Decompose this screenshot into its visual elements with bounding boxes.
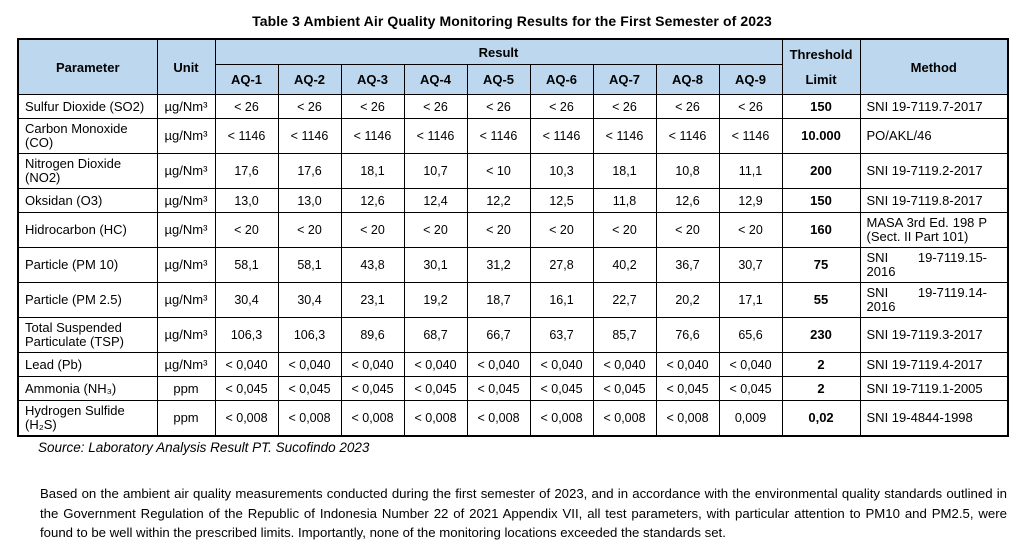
value-cell: 89,6 bbox=[341, 318, 404, 353]
table-row bbox=[18, 95, 1008, 119]
value-cell: < 0,045 bbox=[404, 377, 467, 401]
value-cell: < 0,008 bbox=[341, 401, 404, 437]
page-title: Table 3 Ambient Air Quality Monitoring Results for the First Semester of 2023 bbox=[252, 13, 772, 29]
value-cell: 40,2 bbox=[593, 248, 656, 283]
method-cell: PO/AKL/46 bbox=[860, 119, 1008, 154]
value-cell: < 1146 bbox=[404, 119, 467, 154]
value-cell: 30,1 bbox=[404, 248, 467, 283]
method-cell: SNI 19-7119.7-2017 bbox=[860, 95, 1008, 119]
table-row bbox=[18, 189, 1008, 213]
value-cell: < 20 bbox=[593, 213, 656, 248]
value-cell: 12,4 bbox=[404, 189, 467, 213]
value-cell: < 26 bbox=[656, 95, 719, 119]
value-cell: < 1146 bbox=[215, 119, 278, 154]
value-cell: < 20 bbox=[530, 213, 593, 248]
value-cell: < 20 bbox=[278, 213, 341, 248]
value-cell: 30,4 bbox=[278, 283, 341, 318]
value-cell: < 0,045 bbox=[593, 377, 656, 401]
value-cell: 17,6 bbox=[215, 154, 278, 189]
value-cell: < 26 bbox=[215, 95, 278, 119]
value-cell: 0,009 bbox=[719, 401, 782, 437]
column-header-aq9: AQ-9 bbox=[719, 65, 782, 95]
value-cell: < 20 bbox=[467, 213, 530, 248]
source-note: Source: Laboratory Analysis Result PT. Sucofindo 2023 bbox=[38, 440, 370, 455]
value-cell: 36,7 bbox=[656, 248, 719, 283]
value-cell: 85,7 bbox=[593, 318, 656, 353]
value-cell: < 0,045 bbox=[530, 377, 593, 401]
value-cell: 16,1 bbox=[530, 283, 593, 318]
value-cell: 17,1 bbox=[719, 283, 782, 318]
column-header-method: Method bbox=[860, 39, 1008, 95]
threshold-cell: 75 bbox=[782, 248, 860, 283]
parameter-cell: Carbon Monoxide (CO) bbox=[18, 119, 157, 154]
value-cell: < 26 bbox=[593, 95, 656, 119]
method-cell: SNI 19-7119.2-2017 bbox=[860, 154, 1008, 189]
value-cell: 18,1 bbox=[593, 154, 656, 189]
value-cell: 30,4 bbox=[215, 283, 278, 318]
threshold-cell: 160 bbox=[782, 213, 860, 248]
method-cell: MASA 3rd Ed. 198 P (Sect. II Part 101) bbox=[860, 213, 1008, 248]
unit-cell: µg/Nm³ bbox=[157, 213, 215, 248]
column-header-unit: Unit bbox=[157, 39, 215, 95]
value-cell: < 1146 bbox=[341, 119, 404, 154]
value-cell: 13,0 bbox=[278, 189, 341, 213]
value-cell: < 0,040 bbox=[215, 353, 278, 377]
table-body bbox=[18, 95, 1008, 437]
value-cell: < 0,008 bbox=[530, 401, 593, 437]
value-cell: < 0,008 bbox=[656, 401, 719, 437]
air-quality-table bbox=[17, 38, 1009, 437]
table-header bbox=[18, 39, 1008, 95]
table-row bbox=[18, 213, 1008, 248]
method-cell: SNI 19-7119.3-2017 bbox=[860, 318, 1008, 353]
value-cell: < 1146 bbox=[530, 119, 593, 154]
unit-cell: µg/Nm³ bbox=[157, 318, 215, 353]
value-cell: 43,8 bbox=[341, 248, 404, 283]
method-cell: SNI 19-7119.4-2017 bbox=[860, 353, 1008, 377]
value-cell: 12,2 bbox=[467, 189, 530, 213]
value-cell: < 0,040 bbox=[467, 353, 530, 377]
document-page bbox=[0, 13, 1024, 546]
value-cell: 12,5 bbox=[530, 189, 593, 213]
value-cell: 12,6 bbox=[656, 189, 719, 213]
value-cell: < 0,040 bbox=[530, 353, 593, 377]
method-cell: SNI 19-4844-1998 bbox=[860, 401, 1008, 437]
value-cell: 19,2 bbox=[404, 283, 467, 318]
value-cell: < 0,040 bbox=[719, 353, 782, 377]
threshold-cell: 230 bbox=[782, 318, 860, 353]
table-row bbox=[18, 377, 1008, 401]
value-cell: < 1146 bbox=[593, 119, 656, 154]
value-cell: < 26 bbox=[278, 95, 341, 119]
value-cell: < 0,045 bbox=[467, 377, 530, 401]
value-cell: < 0,040 bbox=[341, 353, 404, 377]
column-header-aq2: AQ-2 bbox=[278, 65, 341, 95]
value-cell: 12,9 bbox=[719, 189, 782, 213]
value-cell: 30,7 bbox=[719, 248, 782, 283]
value-cell: 23,1 bbox=[341, 283, 404, 318]
value-cell: 11,1 bbox=[719, 154, 782, 189]
value-cell: 10,8 bbox=[656, 154, 719, 189]
parameter-cell: Particle (PM 10) bbox=[18, 248, 157, 283]
value-cell: < 20 bbox=[341, 213, 404, 248]
column-header-result: Result bbox=[215, 39, 782, 65]
column-header-threshold-limit: Threshold Limit bbox=[782, 39, 860, 95]
column-header-aq8: AQ-8 bbox=[656, 65, 719, 95]
value-cell: < 0,045 bbox=[215, 377, 278, 401]
threshold-cell: 0,02 bbox=[782, 401, 860, 437]
threshold-cell: 10.000 bbox=[782, 119, 860, 154]
threshold-cell: 2 bbox=[782, 353, 860, 377]
value-cell: < 0,045 bbox=[341, 377, 404, 401]
unit-cell: µg/Nm³ bbox=[157, 95, 215, 119]
value-cell: 17,6 bbox=[278, 154, 341, 189]
column-header-aq4: AQ-4 bbox=[404, 65, 467, 95]
value-cell: 58,1 bbox=[215, 248, 278, 283]
unit-cell: µg/Nm³ bbox=[157, 189, 215, 213]
threshold-cell: 150 bbox=[782, 95, 860, 119]
value-cell: 63,7 bbox=[530, 318, 593, 353]
value-cell: < 0,040 bbox=[404, 353, 467, 377]
column-header-parameter: Parameter bbox=[18, 39, 157, 95]
parameter-cell: Hidrocarbon (HC) bbox=[18, 213, 157, 248]
parameter-cell: Lead (Pb) bbox=[18, 353, 157, 377]
value-cell: 10,3 bbox=[530, 154, 593, 189]
value-cell: < 0,040 bbox=[278, 353, 341, 377]
column-header-aq1: AQ-1 bbox=[215, 65, 278, 95]
unit-cell: ppm bbox=[157, 401, 215, 437]
method-cell: SNI 19-7119.15-2016 bbox=[860, 248, 1008, 283]
threshold-cell: 55 bbox=[782, 283, 860, 318]
summary-paragraph: Based on the ambient air quality measurements conducted during the first semester of 2023, and in accordance with the environmental quality standards outlined in the Government Regulation of the Republic of Indonesia Number 22 of 2021 Appendix VII, all test parameters, with particular attention to PM10 and PM2.5, were found to be well within the prescribed limits. Importantly, none of the monitoring locations exceeded the standards set. bbox=[40, 486, 1007, 540]
column-header-aq7: AQ-7 bbox=[593, 65, 656, 95]
header-row-top bbox=[18, 39, 1008, 65]
value-cell: 18,1 bbox=[341, 154, 404, 189]
value-cell: 18,7 bbox=[467, 283, 530, 318]
value-cell: < 20 bbox=[404, 213, 467, 248]
value-cell: 106,3 bbox=[215, 318, 278, 353]
value-cell: < 10 bbox=[467, 154, 530, 189]
value-cell: < 26 bbox=[530, 95, 593, 119]
parameter-cell: Ammonia (NH₃) bbox=[18, 377, 157, 401]
value-cell: < 0,045 bbox=[278, 377, 341, 401]
threshold-cell: 150 bbox=[782, 189, 860, 213]
value-cell: < 20 bbox=[215, 213, 278, 248]
value-cell: < 0,008 bbox=[278, 401, 341, 437]
value-cell: 22,7 bbox=[593, 283, 656, 318]
value-cell: 106,3 bbox=[278, 318, 341, 353]
method-cell: SNI 19-7119.14-2016 bbox=[860, 283, 1008, 318]
parameter-cell: Sulfur Dioxide (SO2) bbox=[18, 95, 157, 119]
threshold-cell: 2 bbox=[782, 377, 860, 401]
table-row bbox=[18, 318, 1008, 353]
value-cell: < 1146 bbox=[278, 119, 341, 154]
unit-cell: ppm bbox=[157, 377, 215, 401]
table-row bbox=[18, 401, 1008, 437]
value-cell: < 0,040 bbox=[656, 353, 719, 377]
value-cell: 20,2 bbox=[656, 283, 719, 318]
method-cell: SNI 19-7119.1-2005 bbox=[860, 377, 1008, 401]
value-cell: < 26 bbox=[719, 95, 782, 119]
table-row bbox=[18, 353, 1008, 377]
value-cell: 31,2 bbox=[467, 248, 530, 283]
table-row bbox=[18, 119, 1008, 154]
column-header-aq5: AQ-5 bbox=[467, 65, 530, 95]
value-cell: < 0,008 bbox=[404, 401, 467, 437]
parameter-cell: Total Suspended Particulate (TSP) bbox=[18, 318, 157, 353]
unit-cell: µg/Nm³ bbox=[157, 154, 215, 189]
value-cell: < 26 bbox=[404, 95, 467, 119]
table-row bbox=[18, 283, 1008, 318]
value-cell: 66,7 bbox=[467, 318, 530, 353]
value-cell: 65,6 bbox=[719, 318, 782, 353]
value-cell: 11,8 bbox=[593, 189, 656, 213]
value-cell: < 0,040 bbox=[593, 353, 656, 377]
method-cell: SNI 19-7119.8-2017 bbox=[860, 189, 1008, 213]
value-cell: 76,6 bbox=[656, 318, 719, 353]
unit-cell: µg/Nm³ bbox=[157, 353, 215, 377]
unit-cell: µg/Nm³ bbox=[157, 119, 215, 154]
value-cell: < 0,045 bbox=[656, 377, 719, 401]
unit-cell: µg/Nm³ bbox=[157, 283, 215, 318]
value-cell: < 0,008 bbox=[593, 401, 656, 437]
parameter-cell: Hydrogen Sulfide (H₂S) bbox=[18, 401, 157, 437]
unit-cell: µg/Nm³ bbox=[157, 248, 215, 283]
parameter-cell: Nitrogen Dioxide (NO2) bbox=[18, 154, 157, 189]
value-cell: 58,1 bbox=[278, 248, 341, 283]
table-row bbox=[18, 154, 1008, 189]
parameter-cell: Oksidan (O3) bbox=[18, 189, 157, 213]
value-cell: < 20 bbox=[719, 213, 782, 248]
table-row bbox=[18, 248, 1008, 283]
value-cell: < 0,008 bbox=[215, 401, 278, 437]
value-cell: < 26 bbox=[467, 95, 530, 119]
value-cell: 10,7 bbox=[404, 154, 467, 189]
value-cell: < 0,045 bbox=[719, 377, 782, 401]
value-cell: < 1146 bbox=[656, 119, 719, 154]
value-cell: 68,7 bbox=[404, 318, 467, 353]
value-cell: < 0,008 bbox=[467, 401, 530, 437]
value-cell: < 1146 bbox=[719, 119, 782, 154]
value-cell: 12,6 bbox=[341, 189, 404, 213]
value-cell: 27,8 bbox=[530, 248, 593, 283]
value-cell: 13,0 bbox=[215, 189, 278, 213]
value-cell: < 26 bbox=[341, 95, 404, 119]
parameter-cell: Particle (PM 2.5) bbox=[18, 283, 157, 318]
column-header-aq3: AQ-3 bbox=[341, 65, 404, 95]
value-cell: < 1146 bbox=[467, 119, 530, 154]
value-cell: < 20 bbox=[656, 213, 719, 248]
threshold-cell: 200 bbox=[782, 154, 860, 189]
column-header-aq6: AQ-6 bbox=[530, 65, 593, 95]
